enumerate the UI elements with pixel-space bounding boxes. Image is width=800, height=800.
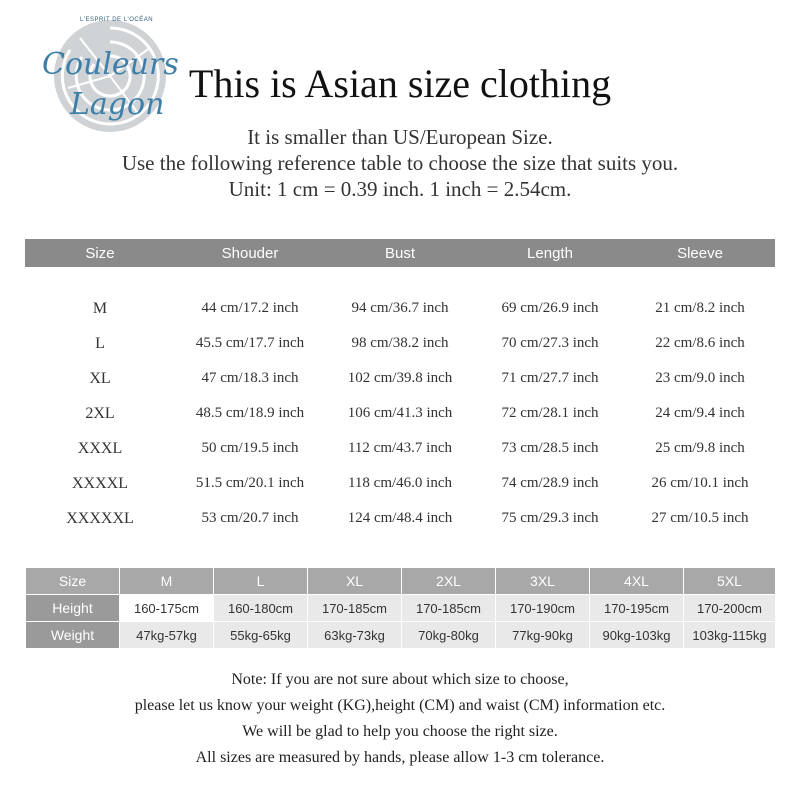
table-cell: 47 cm/18.3 inch xyxy=(201,370,299,386)
table-row xyxy=(25,466,775,501)
table-cell: 160-180cm xyxy=(214,595,308,622)
table-row xyxy=(26,595,776,622)
table-cell: 44 cm/17.2 inch xyxy=(201,300,299,316)
column-header: Length xyxy=(475,239,625,267)
table-row xyxy=(25,501,775,536)
table-cell: 75 cm/29.3 inch xyxy=(501,510,599,526)
table-row xyxy=(25,396,775,431)
table-header-row xyxy=(25,239,775,267)
table-cell: XL xyxy=(89,369,111,387)
table-cell: 124 cm/48.4 inch xyxy=(347,510,453,526)
column-header: Size xyxy=(25,239,175,267)
table-cell: 71 cm/27.7 inch xyxy=(501,370,599,386)
column-header: 3XL xyxy=(496,568,590,595)
table-cell: 170-185cm xyxy=(308,595,402,622)
table-cell: 27 cm/10.5 inch xyxy=(651,510,749,526)
table-cell: 170-190cm xyxy=(496,595,590,622)
table-cell: 112 cm/43.7 inch xyxy=(347,440,452,456)
table-cell: XXXL xyxy=(77,439,123,457)
table-cell: 98 cm/38.2 inch xyxy=(351,335,449,351)
column-header: 4XL xyxy=(590,568,684,595)
table-cell: 53 cm/20.7 inch xyxy=(201,510,299,526)
table-cell: 63kg-73kg xyxy=(308,622,402,649)
row-header: Height xyxy=(26,595,120,622)
table-row xyxy=(25,326,775,361)
note-line: Note: If you are not sure about which size to choose, xyxy=(231,671,569,688)
column-header: Bust xyxy=(325,239,475,267)
table-cell: L xyxy=(95,334,105,352)
note-text xyxy=(0,667,800,771)
table-cell: 118 cm/46.0 inch xyxy=(347,475,452,491)
logo-word-couleurs: Couleurs xyxy=(42,47,179,82)
table-cell: 106 cm/41.3 inch xyxy=(347,405,453,421)
intro-line: It is smaller than US/European Size. xyxy=(247,125,553,149)
table-cell: M xyxy=(92,299,108,317)
height-weight-table xyxy=(25,567,776,649)
table-cell: XXXXL xyxy=(72,474,128,492)
spacer xyxy=(25,267,775,291)
row-header: Weight xyxy=(26,622,120,649)
table-row xyxy=(25,361,775,396)
note-line: We will be glad to help you choose the right size. xyxy=(242,723,558,740)
table-row xyxy=(26,622,776,649)
table-cell: 77kg-90kg xyxy=(496,622,590,649)
table-cell: 69 cm/26.9 inch xyxy=(501,300,599,316)
table-header-row xyxy=(26,568,776,595)
column-header: Size xyxy=(26,568,120,595)
table-cell: 160-175cm xyxy=(120,595,214,622)
column-header: L xyxy=(214,568,308,595)
table-cell: 90kg-103kg xyxy=(590,622,684,649)
table-cell: 26 cm/10.1 inch xyxy=(651,475,749,491)
table-cell: 94 cm/36.7 inch xyxy=(351,300,449,316)
table-cell: 74 cm/28.9 inch xyxy=(501,475,599,491)
table-cell: 22 cm/8.6 inch xyxy=(655,335,745,351)
size-measurement-table xyxy=(25,239,775,536)
column-header: XL xyxy=(308,568,402,595)
logo-word-lagon: Lagon xyxy=(70,87,165,122)
table-cell: 21 cm/8.2 inch xyxy=(655,300,745,316)
table-cell: 55kg-65kg xyxy=(214,622,308,649)
table-cell: 102 cm/39.8 inch xyxy=(347,370,453,386)
logo-tagline: L'ESPRIT DE L'OCÉAN xyxy=(80,17,154,23)
table-cell: 70kg-80kg xyxy=(402,622,496,649)
intro-line: Unit: 1 cm = 0.39 inch. 1 inch = 2.54cm. xyxy=(228,177,572,201)
column-header: 5XL xyxy=(684,568,776,595)
table-cell: 47kg-57kg xyxy=(120,622,214,649)
table-cell: 50 cm/19.5 inch xyxy=(201,440,299,456)
intro-text xyxy=(0,124,800,202)
table-cell: 170-195cm xyxy=(590,595,684,622)
table-cell: XXXXXL xyxy=(66,509,134,527)
table-cell: 70 cm/27.3 inch xyxy=(501,335,599,351)
table-row xyxy=(25,431,775,466)
table-cell: 2XL xyxy=(85,404,115,422)
note-line: please let us know your weight (KG),height (CM) and waist (CM) information etc. xyxy=(134,697,666,714)
table-cell: 25 cm/9.8 inch xyxy=(655,440,745,456)
intro-line: Use the following reference table to choose the size that suits you. xyxy=(121,151,679,175)
table-cell: 24 cm/9.4 inch xyxy=(655,405,745,421)
table-cell: 103kg-115kg xyxy=(684,622,776,649)
table-cell: 45.5 cm/17.7 inch xyxy=(195,335,305,351)
table-cell: 170-200cm xyxy=(684,595,776,622)
table-cell: 51.5 cm/20.1 inch xyxy=(195,475,305,491)
column-header: Sleeve xyxy=(625,239,775,267)
table-cell: 23 cm/9.0 inch xyxy=(655,370,745,386)
table-cell: 48.5 cm/18.9 inch xyxy=(195,405,305,421)
table-cell: 72 cm/28.1 inch xyxy=(501,405,599,421)
table-row xyxy=(25,291,775,326)
column-header: M xyxy=(120,568,214,595)
note-line: All sizes are measured by hands, please allow 1-3 cm tolerance. xyxy=(195,749,605,766)
column-header: Shouder xyxy=(175,239,325,267)
column-header: 2XL xyxy=(402,568,496,595)
table-cell: 73 cm/28.5 inch xyxy=(501,440,599,456)
page-title: This is Asian size clothing xyxy=(188,61,612,106)
table-cell: 170-185cm xyxy=(402,595,496,622)
